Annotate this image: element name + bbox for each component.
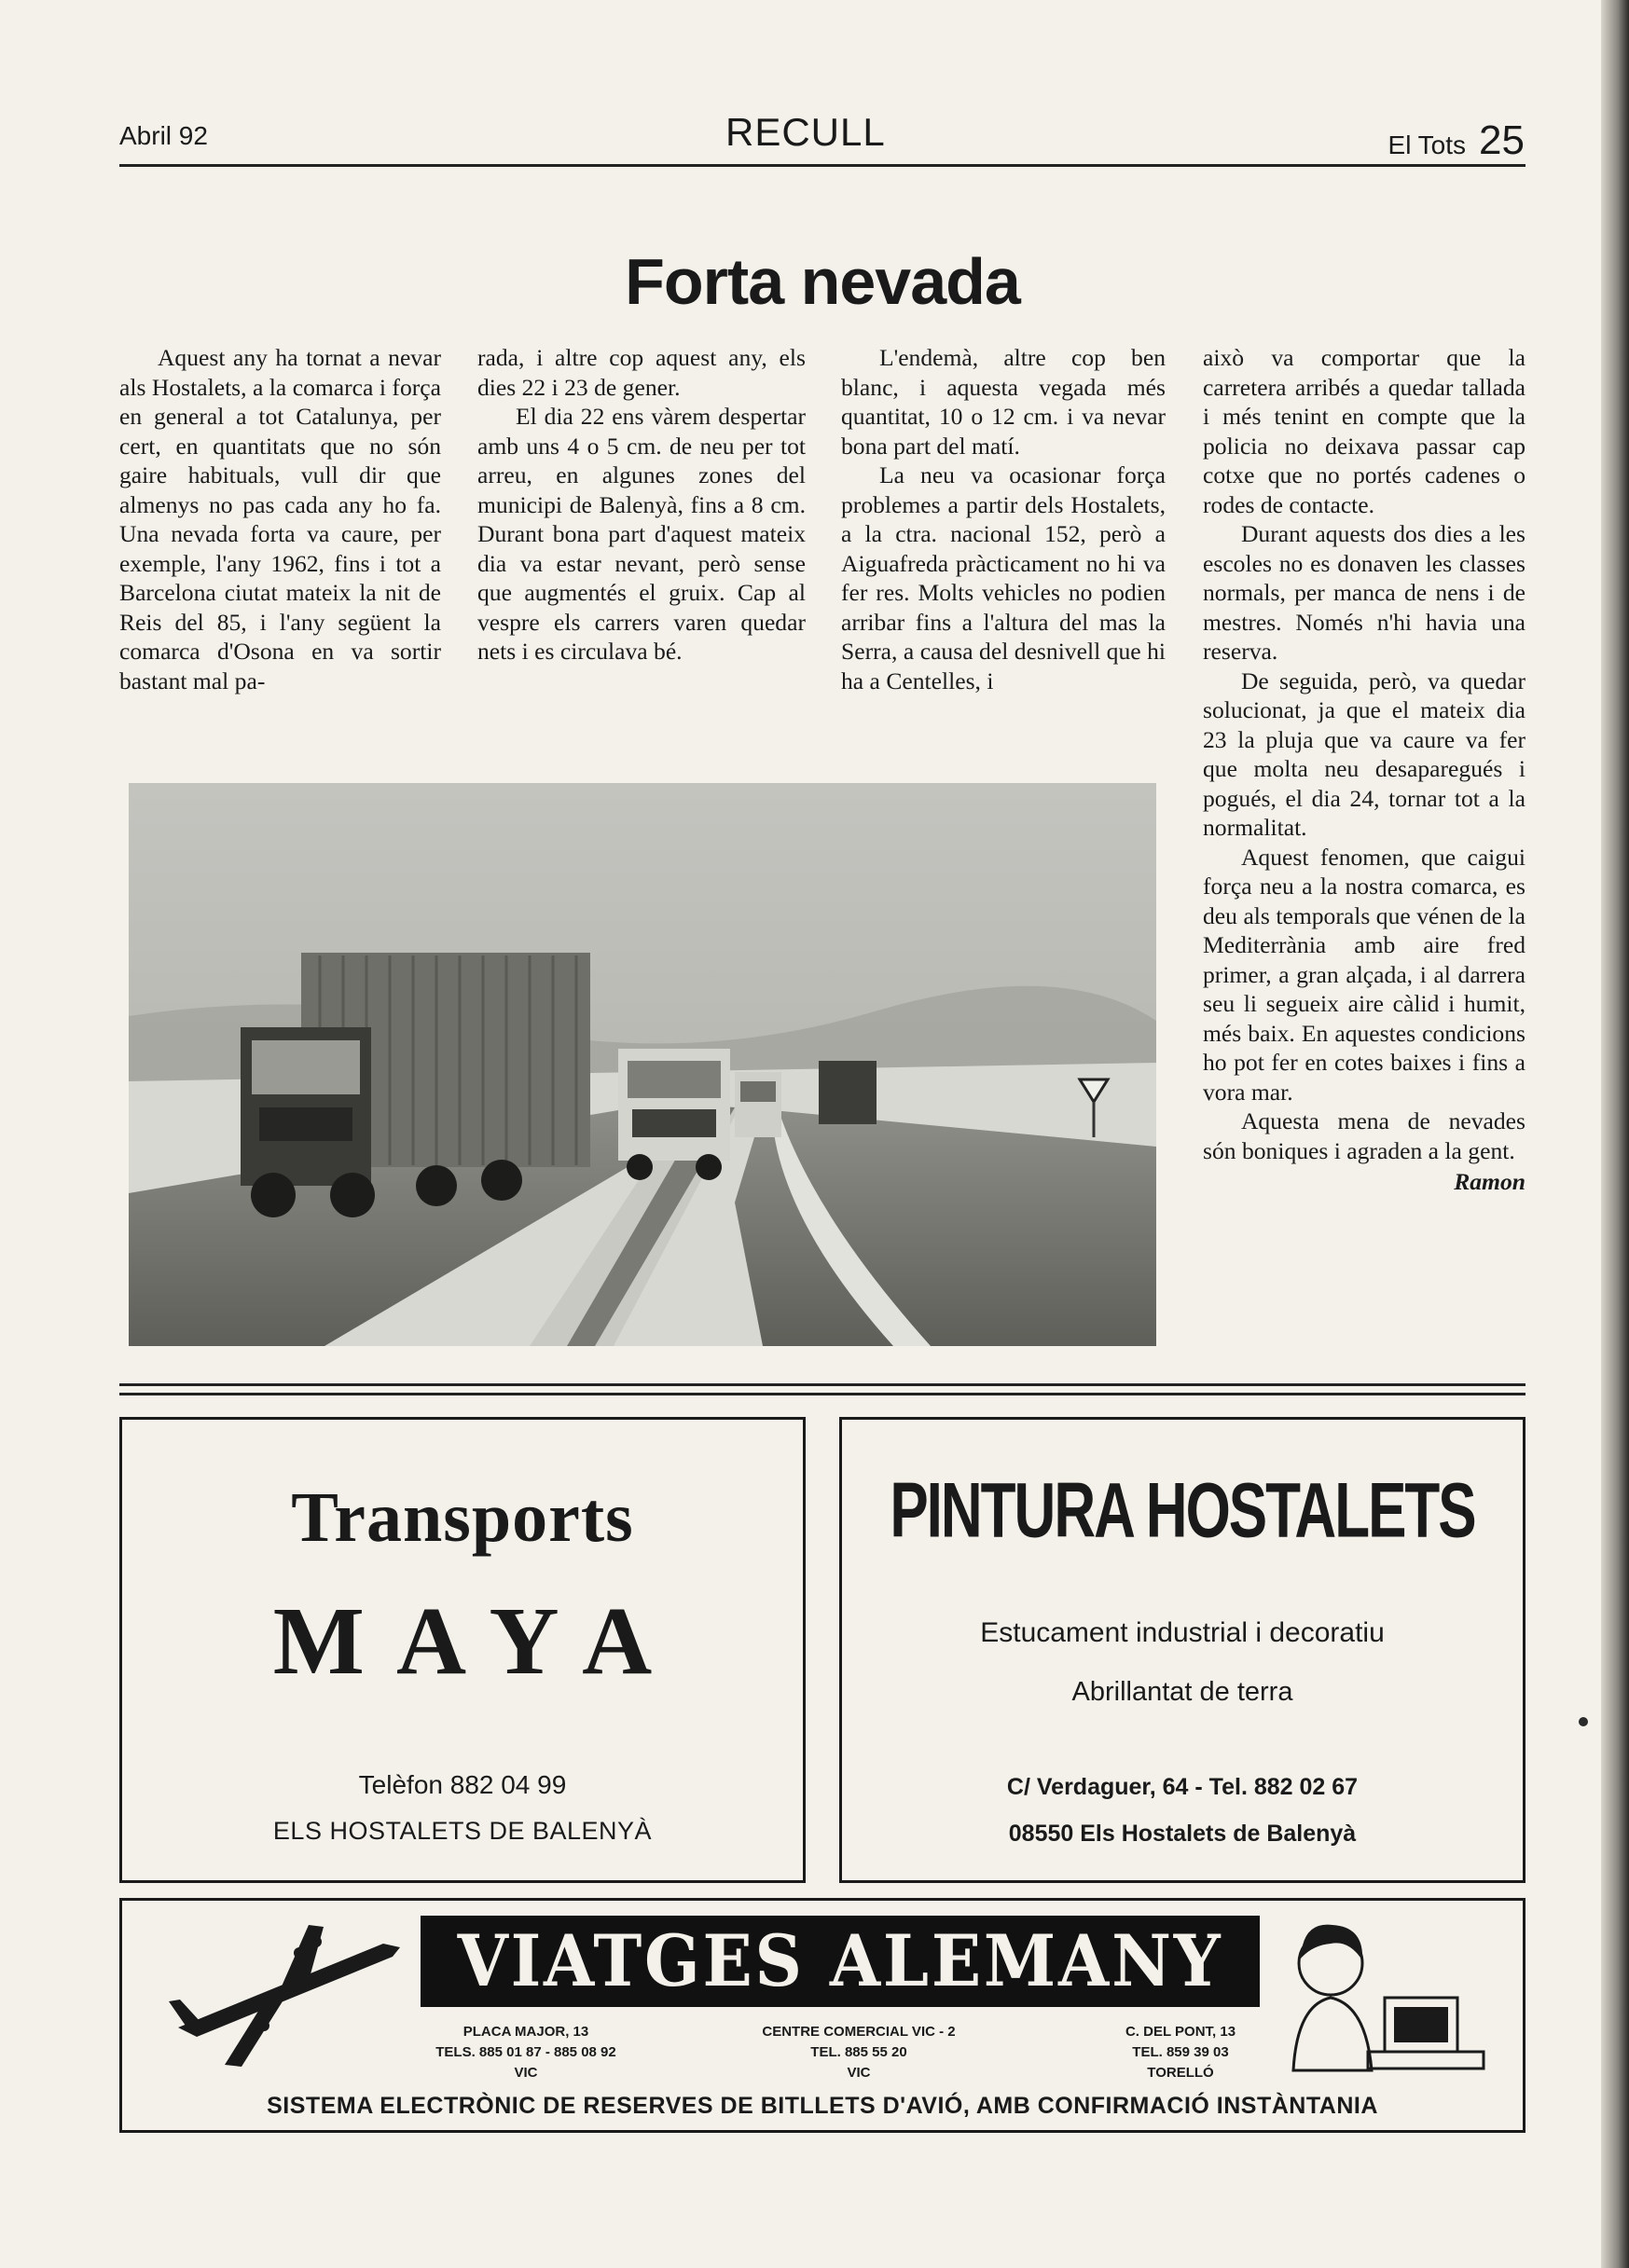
binding-hole — [1579, 1717, 1588, 1726]
ad-pintura-hostalets — [839, 1417, 1525, 1883]
article-column-2 — [477, 343, 806, 667]
office-town: VIC — [847, 2065, 871, 2081]
airplane-icon — [159, 1916, 411, 2074]
office-street: CENTRE COMERCIAL VIC - 2 — [762, 2024, 956, 2040]
issue-date: Abril 92 — [119, 121, 208, 150]
ad-section-rule — [119, 1393, 1525, 1395]
article-column-1 — [119, 343, 441, 695]
header-rule — [119, 164, 1525, 167]
article-paragraph: rada, i altre cop aquest any, els dies 22 i 23 de gener. — [477, 344, 806, 401]
maya-brand-line1: Transports — [291, 1478, 634, 1557]
viatges-office — [1064, 2022, 1297, 2083]
article-paragraph: Durant aquests dos dies a les escoles no es donaven les classes normals, per manca de nens i de mestres. Només n'hi havia una reserva. — [1203, 520, 1525, 665]
article-title: Forta nevada — [625, 245, 1020, 318]
pintura-service: Abrillantat de terra — [1071, 1677, 1293, 1707]
maya-phone: Telèfon 882 04 99 — [358, 1770, 567, 1799]
ad-section-rule — [119, 1383, 1525, 1386]
article-paragraph: Aquesta mena de nevades són boniques i agraden a la gent. — [1203, 1107, 1525, 1164]
office-phone: TEL. 859 39 03 — [1132, 2044, 1229, 2060]
maya-brand-line2: MAYA — [272, 1588, 684, 1695]
pintura-address: C/ Verdaguer, 64 - Tel. 882 02 67 — [1006, 1774, 1359, 1800]
article-paragraph: Aquest any ha tornat a nevar als Hostalets, a la comarca i força en general a tot Catalunya, per cert, en quantitats que no són gaire habituals, vull dir que almenys no pas cada any ho fa. Una nevada forta va caure, per exemple, l'any 1962, fins i tot a Barcelona ciutat mateix la nit de Reis del 85, i l'any següent la comarca d'Osona en va sortir bastant mal pa- — [119, 344, 441, 694]
article-paragraph: Aquest fenomen, que caigui força neu a la nostra comarca, es deu als temporals que vénen de la Mediterrània amb aire fred primer, a gran alçada, i al darrera seu li segueix aire càlid i humit, més baix. En aquestes condicions ho pot fer en cotes baixes i fins a vora mar. — [1203, 843, 1525, 1106]
pintura-town: 08550 Els Hostalets de Balenyà — [1008, 1821, 1357, 1847]
article-paragraph: això va comportar que la carretera arribés a quedar tallada i més tenint en compte que la policia no deixava passar cap cotxe que no portés cadenes o rodes de contacte. — [1203, 344, 1525, 518]
ad-viatges-alemany — [119, 1898, 1525, 2133]
article-author: Ramon — [1454, 1168, 1525, 1195]
office-street: PLACA MAJOR, 13 — [462, 2024, 589, 2040]
viatges-footer: SISTEMA ELECTRÒNIC DE RESERVES DE BITLLETS D'AVIÓ, AMB CONFIRMACIÓ INSTÀNTANIA — [267, 2093, 1378, 2119]
article-paragraph: El dia 22 ens vàrem despertar amb uns 4 o 5 cm. de neu per tot arreu, en algunes zones del municipi de Balenyà, fins a 8 cm. Durant bona part d'aquest mateix dia va estar nevant, però sense que augmentés el gruix. Cap al vespre els carrers varen quedar nets i es circulava bé. — [477, 403, 806, 665]
viatges-banner — [421, 1916, 1260, 2007]
snowy-highway-photo — [129, 783, 1156, 1346]
viatges-name: VIATGES ALEMANY — [457, 1919, 1223, 2002]
office-phone: TEL. 885 55 20 — [810, 2044, 907, 2060]
page-binding-edge — [1601, 0, 1629, 2268]
article-paragraph: La neu va ocasionar força problemes a partir dels Hostalets, a la ctra. nacional 152, però a Aiguafreda pràcticament no hi va fer res. Molts vehicles no podien arribar fins a l'altura del mas la Serra, a causa del desnivell que hi ha a Centelles, i — [841, 461, 1166, 694]
viatges-office — [409, 2022, 642, 2083]
maya-town: ELS HOSTALETS DE BALENYÀ — [272, 1817, 653, 1845]
office-town: TORELLÓ — [1147, 2065, 1214, 2081]
article-column-4 — [1203, 343, 1525, 1197]
pintura-title: PINTURA HOSTALETS — [890, 1467, 1475, 1555]
travel-agent-illustration — [1275, 1912, 1498, 2080]
article-paragraph: L'endemà, altre cop ben blanc, i aquesta vegada més quantitat, 10 o 12 cm. i va nevar bona part del matí. — [841, 344, 1166, 460]
pintura-service: Estucament industrial i decoratiu — [980, 1617, 1385, 1648]
article-column-3 — [841, 343, 1166, 695]
office-phone: TELS. 885 01 87 - 885 08 92 — [435, 2044, 616, 2060]
ad-transports-maya — [119, 1417, 806, 1883]
publication-name: El Tots — [1387, 131, 1467, 159]
section-title: RECULL — [725, 110, 886, 154]
article-paragraph: De seguida, però, va quedar solucionat, ja que el mateix dia 23 la pluja que va caure va fer que molta neu desaparegués i pogués, el dia 24, tornar tot a la normalitat. — [1203, 667, 1525, 841]
page-number: 25 — [1479, 117, 1525, 163]
viatges-office — [719, 2022, 999, 2083]
office-street: C. DEL PONT, 13 — [1125, 2024, 1236, 2040]
office-town: VIC — [514, 2065, 538, 2081]
publication-info — [1388, 117, 1525, 164]
